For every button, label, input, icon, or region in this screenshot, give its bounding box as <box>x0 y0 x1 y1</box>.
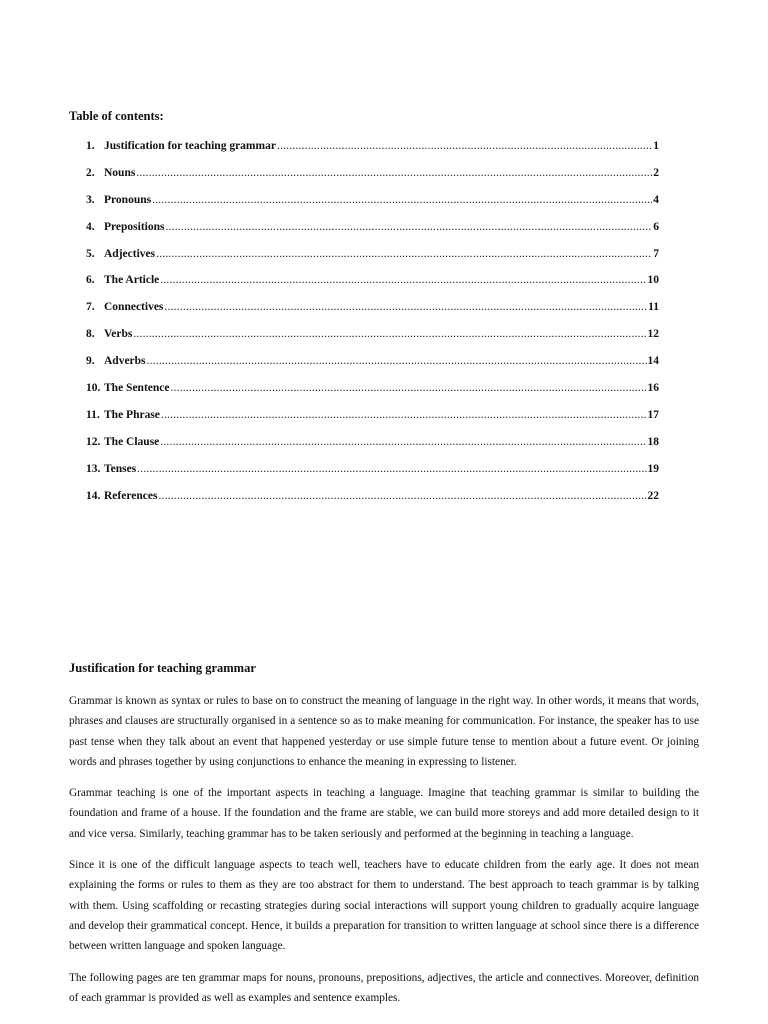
toc-entry-page: 18 <box>647 435 659 448</box>
toc-entry[interactable] <box>86 355 659 382</box>
toc-entry-number: 6. <box>86 274 95 287</box>
toc-leader-dots <box>152 194 652 206</box>
toc-entry-title: Nouns <box>104 166 136 179</box>
toc-entry-page: 14 <box>647 355 659 368</box>
toc-entry-page: 11 <box>648 301 659 314</box>
toc-entry[interactable] <box>86 301 659 328</box>
toc-entry-title: The Article <box>104 274 160 287</box>
toc-entry-number: 14. <box>86 489 101 502</box>
toc-entry[interactable] <box>86 409 659 436</box>
toc-entry-number: 9. <box>86 355 95 368</box>
toc-entry-title: Adverbs <box>104 355 146 368</box>
toc-leader-dots <box>133 328 646 340</box>
toc-entry-title: Verbs <box>104 328 133 341</box>
toc-leader-dots <box>166 221 653 233</box>
body-paragraph: The following pages are ten grammar maps for nouns, pronouns, prepositions, adjectives, the article and connectives. Moreover, definition of each grammar is provided as well as examples and sentence examples. <box>69 971 699 1004</box>
toc-entry-number: 12. <box>86 435 101 448</box>
toc-leader-dots <box>164 301 647 313</box>
toc-entry-title: The Phrase <box>104 408 160 421</box>
toc-leader-dots <box>160 436 646 448</box>
toc-entry-title: The Sentence <box>104 382 170 395</box>
toc-entry-number: 2. <box>86 166 95 179</box>
toc-entry[interactable] <box>86 248 659 275</box>
toc-entry[interactable] <box>86 167 659 194</box>
toc-entry[interactable] <box>86 221 659 248</box>
toc-entry[interactable] <box>86 436 659 463</box>
toc-leader-dots <box>137 463 646 475</box>
toc-entry-title: Tenses <box>104 462 137 475</box>
toc-entry-title: Pronouns <box>104 193 152 206</box>
toc-leader-dots <box>161 409 647 421</box>
toc-entry-title: The Clause <box>104 435 160 448</box>
toc-entry-page: 10 <box>647 274 659 287</box>
toc-entry-number: 1. <box>86 140 95 152</box>
toc-entry[interactable] <box>86 382 659 409</box>
toc-entry-number: 4. <box>86 220 95 233</box>
toc-leader-dots <box>160 274 646 286</box>
toc-leader-dots <box>158 490 646 502</box>
toc-leader-dots <box>156 248 652 260</box>
toc-entry-page: 4 <box>653 193 659 206</box>
toc-entry-page: 19 <box>647 462 659 475</box>
toc-entry-page: 2 <box>653 166 659 179</box>
table-of-contents <box>86 140 659 516</box>
toc-entry[interactable] <box>86 490 659 517</box>
toc-leader-dots <box>136 167 652 179</box>
toc-entry-number: 13. <box>86 462 101 475</box>
toc-leader-dots <box>277 140 652 152</box>
toc-entry-number: 10. <box>86 382 101 395</box>
toc-entry-page: 22 <box>647 489 659 502</box>
toc-entry-number: 3. <box>86 193 95 206</box>
toc-entry-number: 7. <box>86 301 95 314</box>
toc-entry[interactable] <box>86 274 659 301</box>
section-body <box>69 691 699 1019</box>
toc-entry-page: 6 <box>653 220 659 233</box>
body-paragraph: Since it is one of the difficult language aspects to teach well, teachers have to educate children from the early age. It does not mean explaining the forms or rules to them as they are too abstract for them to understand. The best approach to teach grammar is by talking with them. Using scaffolding or recasting strategies during social interactions will support young children to gradually acquire language and develop their grammatical concept. Hence, it builds a preparation for transition to written language at school since there is a difference between written language and spoken language. <box>69 859 699 953</box>
toc-entry-number: 11. <box>86 408 100 421</box>
toc-entry-number: 5. <box>86 247 95 260</box>
toc-entry[interactable] <box>86 328 659 355</box>
body-paragraph: Grammar teaching is one of the important aspects in teaching a language. Imagine that teaching grammar is similar to building the foundation and frame of a house. If the foundation and the frame are stable, we can build more storeys and add more detailed design to it and vice versa. Similarly, teaching grammar has to be taken seriously and performed at the beginning in teaching a language. <box>69 787 699 840</box>
toc-leader-dots <box>170 382 646 394</box>
section-heading: Justification for teaching grammar <box>69 661 256 675</box>
toc-entry-title: Connectives <box>104 301 164 314</box>
toc-entry[interactable] <box>86 140 659 167</box>
toc-entry-page: 16 <box>647 382 659 395</box>
toc-entry[interactable] <box>86 194 659 221</box>
toc-entry-title: Adjectives <box>104 247 156 260</box>
toc-entry-title: Justification for teaching grammar <box>104 140 276 152</box>
toc-leader-dots <box>147 355 647 367</box>
toc-entry-number: 8. <box>86 328 95 341</box>
toc-entry-title: References <box>104 489 158 502</box>
toc-entry-page: 7 <box>653 247 659 260</box>
toc-entry-page: 12 <box>647 328 659 341</box>
body-paragraph: Grammar is known as syntax or rules to base on to construct the meaning of language in the right way. In other words, it means that words, phrases and clauses are structurally organised in a sentence so as to make meaning for communication. For instance, the speaker has to use past tense when they talk about an event that happened yesterday or use simple future tense to mention about a future event. Or joining words and phrases together by using conjunctions to enhance the meaning in expressing to listener. <box>69 695 699 768</box>
toc-heading: Table of contents: <box>69 109 164 123</box>
toc-entry-title: Prepositions <box>104 220 165 233</box>
toc-entry-page: 17 <box>647 408 659 421</box>
toc-entry-page: 1 <box>653 140 659 152</box>
toc-entry[interactable] <box>86 463 659 490</box>
